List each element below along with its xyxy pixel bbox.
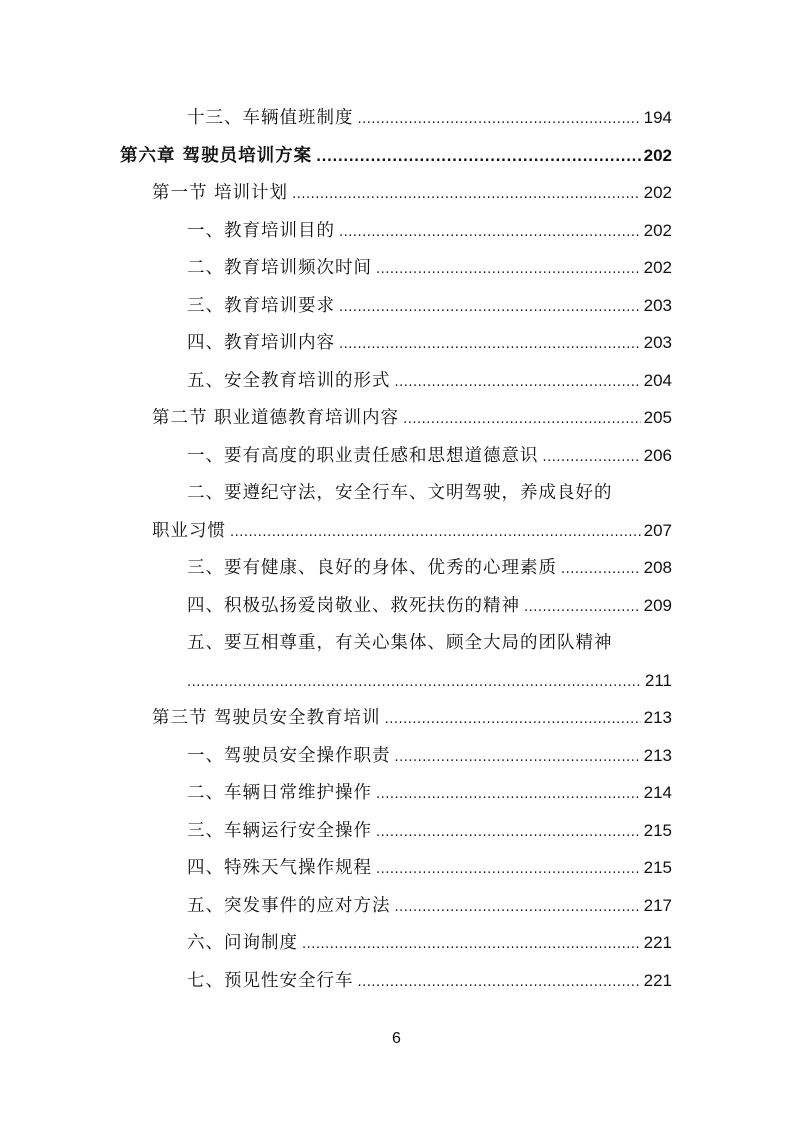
toc-entry-title: 第六章 驾驶员培训方案 (120, 146, 313, 166)
dot-leader (230, 518, 641, 548)
toc-entry[interactable] (187, 291, 672, 321)
toc-entry-title-line2: 职业习惯 (152, 521, 226, 541)
toc-entry[interactable] (187, 891, 672, 921)
toc-section-entry[interactable] (152, 178, 672, 208)
toc-entry-title: 三、车辆运行安全操作 (187, 821, 372, 841)
toc-entry-page: 202 (643, 258, 672, 277)
toc-entry-page: 208 (643, 558, 672, 577)
dot-leader (403, 405, 641, 435)
toc-entry-title: 二、教育培训频次时间 (187, 258, 372, 278)
dot-leader (543, 443, 641, 473)
toc-entry-page: 211 (644, 671, 672, 690)
dot-leader (524, 593, 641, 623)
toc-entry[interactable] (187, 253, 672, 283)
toc-entry-page: 221 (643, 971, 672, 990)
toc-entry-page: 215 (643, 858, 672, 877)
dot-leader (358, 968, 641, 998)
toc-entry-title-line1[interactable]: 二、要遵纪守法，安全行车、文明驾驶，养成良好的 (187, 483, 613, 503)
toc-entry-page: 194 (643, 108, 672, 127)
dot-leader (376, 855, 641, 885)
toc-entry-page: 202 (643, 146, 672, 165)
toc-entry-title: 四、积极弘扬爱岗敬业、救死扶伤的精神 (187, 596, 520, 616)
toc-entry-page: 203 (643, 296, 672, 315)
toc-entry-title-line1[interactable]: 五、要互相尊重，有关心集体、顾全大局的团队精神 (187, 633, 613, 653)
dot-leader (376, 780, 641, 810)
toc-entry-page: 213 (643, 746, 672, 765)
toc-section-entry[interactable] (152, 403, 672, 433)
toc-entry-page: 207 (643, 521, 672, 540)
toc-entry-title: 十三、车辆值班制度 (187, 108, 354, 128)
toc-entry-page: 203 (643, 333, 672, 352)
dot-leader (358, 105, 641, 135)
toc-entry-page: 213 (643, 708, 672, 727)
toc-entry[interactable] (187, 741, 672, 771)
dot-leader (395, 743, 641, 773)
dot-leader (561, 555, 641, 585)
toc-entry[interactable] (187, 366, 672, 396)
toc-entry-page: 209 (643, 596, 672, 615)
toc-chapter-entry[interactable] (120, 141, 672, 171)
toc-entry-title: 第一节 培训计划 (152, 183, 289, 203)
toc-entry-title: 一、驾驶员安全操作职责 (187, 746, 391, 766)
toc-entry[interactable] (187, 328, 672, 358)
dot-leader (339, 330, 641, 360)
dot-leader (376, 255, 641, 285)
toc-entry-title: 四、特殊天气操作规程 (187, 858, 372, 878)
toc-entry[interactable] (187, 216, 672, 246)
dot-leader (395, 368, 641, 398)
toc-entry-title: 二、车辆日常维护操作 (187, 783, 372, 803)
toc-entry-page: 206 (643, 446, 672, 465)
toc-entry[interactable] (187, 928, 672, 958)
toc-entry-page: 202 (643, 183, 672, 202)
dot-leader (395, 893, 641, 923)
dot-leader (187, 668, 642, 698)
toc-entry[interactable] (187, 553, 672, 583)
toc-entry[interactable] (187, 103, 672, 133)
toc-entry-continuation[interactable] (187, 666, 672, 696)
toc-entry-page: 221 (643, 933, 672, 952)
dot-leader (302, 930, 641, 960)
toc-entry[interactable] (187, 853, 672, 883)
toc-entry[interactable] (187, 966, 672, 996)
dot-leader (339, 293, 641, 323)
page-number: 6 (392, 1030, 401, 1047)
toc-entry[interactable] (187, 591, 672, 621)
toc-entry-title: 一、教育培训目的 (187, 221, 335, 241)
toc-entry-title: 六、问询制度 (187, 933, 298, 953)
toc-entry-page: 205 (643, 408, 672, 427)
toc-entry-title: 五、安全教育培训的形式 (187, 371, 391, 391)
toc-entry-page: 214 (643, 783, 672, 802)
dot-leader (385, 705, 641, 735)
toc-entry-title: 三、要有健康、良好的身体、优秀的心理素质 (187, 558, 557, 578)
toc-entry-page: 202 (643, 221, 672, 240)
dot-leader (316, 143, 641, 173)
toc-entry-title: 三、教育培训要求 (187, 296, 335, 316)
toc-entry-title: 一、要有高度的职业责任感和思想道德意识 (187, 446, 539, 466)
toc-entry-title: 第三节 驾驶员安全教育培训 (152, 708, 381, 728)
toc-entry-title: 四、教育培训内容 (187, 333, 335, 353)
toc-section-entry[interactable] (152, 703, 672, 733)
toc-entry-title: 七、预见性安全行车 (187, 971, 354, 991)
dot-leader (339, 218, 641, 248)
toc-entry[interactable] (187, 816, 672, 846)
dot-leader (376, 818, 641, 848)
toc-entry-title: 五、突发事件的应对方法 (187, 896, 391, 916)
toc-entry[interactable] (187, 778, 672, 808)
toc-entry-continuation[interactable] (152, 516, 672, 546)
toc-entry-page: 215 (643, 821, 672, 840)
toc-entry-page: 204 (643, 371, 672, 390)
toc-entry-title: 第二节 职业道德教育培训内容 (152, 408, 400, 428)
toc-entry-page: 217 (643, 896, 672, 915)
dot-leader (292, 180, 641, 210)
toc-entry[interactable] (187, 441, 672, 471)
